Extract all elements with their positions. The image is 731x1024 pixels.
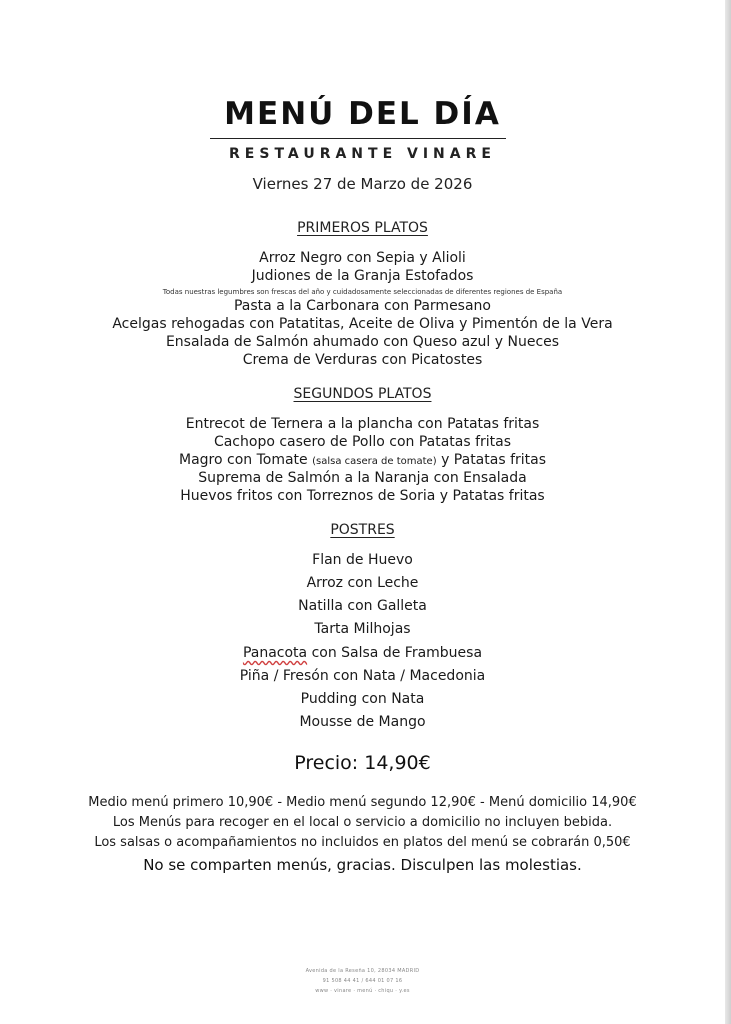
magro-sauce-note: (salsa casera de tomate): [312, 456, 437, 467]
menu-item: Pudding con Nata: [300, 691, 425, 707]
magro-label: Magro con Tomate: [178, 452, 308, 468]
panacota-rest: con Salsa de Frambuesa: [307, 645, 483, 661]
legumbres-note: Todas nuestras legumbres son frescas del año y cuidadosamente seleccionadas de diferentes regiones de España: [162, 288, 563, 296]
menu-item-panacota: [0, 645, 725, 661]
menu-date: Viernes 27 de Marzo de 2026: [252, 175, 473, 193]
footer-drinks-note: Los Menús para recoger en el local o servicio a domicilio no incluyen bebida.: [112, 815, 613, 830]
menu-item: Ensalada de Salmón ahumado con Queso azul y Nueces: [165, 334, 560, 350]
menu-item: Huevos fritos con Torreznos de Soria y Patatas fritas: [180, 488, 545, 504]
menu-item: Crema de Verduras con Picatostes: [242, 352, 483, 368]
section-heading-primeros: PRIMEROS PLATOS: [297, 220, 428, 236]
menu-item: Natilla con Galleta: [298, 598, 427, 614]
menu-item: Suprema de Salmón a la Naranja con Ensalada: [198, 470, 527, 486]
footer-prices: Medio menú primero 10,90€ - Medio menú segundo 12,90€ - Menú domicilio 14,90€: [88, 795, 637, 810]
footer-no-sharing: No se comparten menús, gracias. Disculpen las molestias.: [143, 856, 582, 874]
menu-item: Flan de Huevo: [312, 552, 413, 568]
address-line: Avenida de la Reseña 10, 28034 MADRID: [305, 968, 420, 974]
menu-item: Pasta a la Carbonara con Parmesano: [233, 298, 491, 314]
menu-item: Arroz con Leche: [306, 575, 419, 591]
phone-line: 91 508 44 41 / 644 01 07 16: [322, 978, 403, 984]
menu-item: Arroz Negro con Sepia y Alioli: [259, 250, 466, 266]
menu-item: Mousse de Mango: [299, 714, 426, 730]
restaurant-name: RESTAURANTE VINARE: [229, 146, 496, 162]
section-heading-segundos: SEGUNDOS PLATOS: [293, 386, 432, 402]
menu-item-magro: [0, 452, 725, 468]
footer-sauces-note: Los salsas o acompañamientos no incluidos en platos del menú se cobrarán 0,50€: [94, 835, 631, 850]
web-line: www · vinare · menú · chiqu · y.es: [315, 988, 410, 994]
menu-item: Tarta Milhojas: [314, 621, 411, 637]
magro-side: y Patatas fritas: [441, 452, 547, 468]
title-divider: [210, 138, 506, 139]
section-heading-postres: POSTRES: [330, 522, 395, 538]
page-title: MENÚ DEL DÍA: [224, 96, 501, 132]
menu-item: Judiones de la Granja Estofados: [251, 268, 474, 284]
menu-item: Acelgas rehogadas con Patatitas, Aceite de Oliva y Pimentón de la Vera: [112, 316, 613, 332]
page-edge-shadow: [725, 0, 731, 1024]
menu-item: Piña / Fresón con Nata / Macedonia: [239, 668, 486, 684]
menu-item: Entrecot de Ternera a la plancha con Patatas fritas: [185, 416, 540, 432]
menu-price: Precio: 14,90€: [294, 752, 431, 774]
panacota-word: Panacota: [242, 645, 308, 661]
menu-item: Cachopo casero de Pollo con Patatas fritas: [213, 434, 512, 450]
